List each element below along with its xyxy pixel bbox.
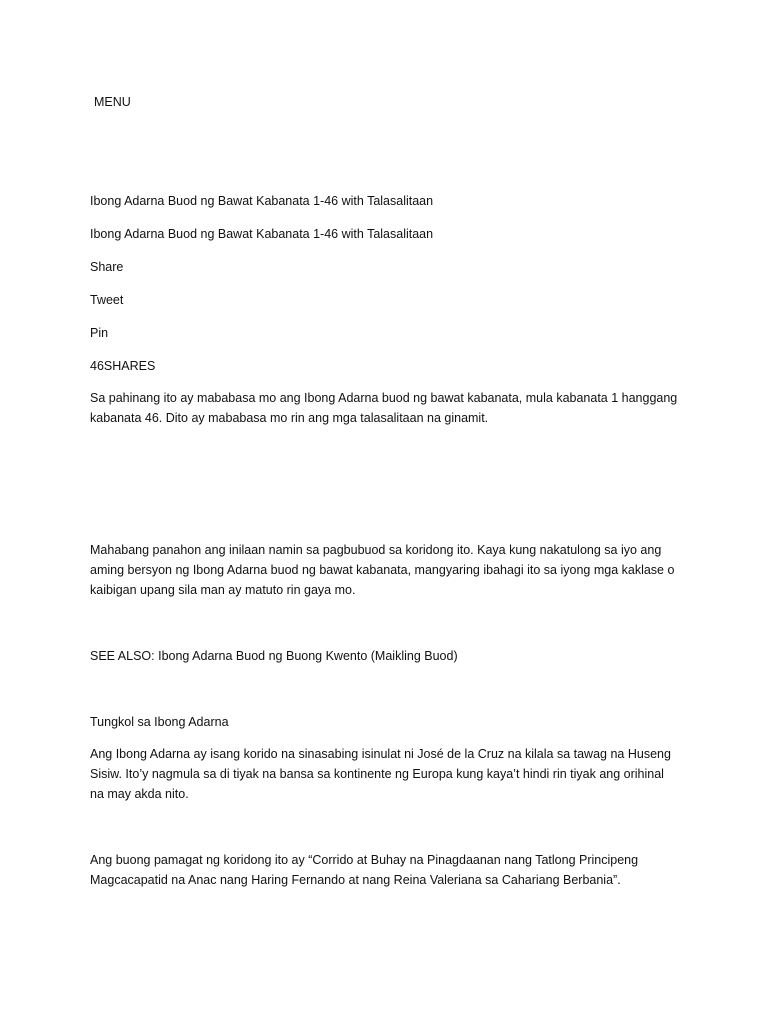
tweet-link[interactable]: Tweet — [90, 293, 124, 307]
paragraph-share-request: Mahabang panahon ang inilaan namin sa pagbubuod sa koridong ito. Kaya kung nakatulong sa iyo ang aming bersyon ng Ibong Adarna buod ng bawat kabanata, mangyaring ibahagi ito sa iyong mga kaklase o kaibigan upang sila man ay matuto rin gaya mo. — [90, 543, 675, 597]
menu-button[interactable]: MENU — [94, 95, 131, 109]
paragraph-full-title: Ang buong pamagat ng koridong ito ay “Corrido at Buhay na Pinagdaanan nang Tatlong Principeng Magcacapatid na Anac nang Haring Fernando at nang Reina Valeriana sa Cahariang Berbania”. — [90, 853, 639, 887]
see-also-link[interactable]: SEE ALSO: Ibong Adarna Buod ng Buong Kwento (Maikling Buod) — [90, 649, 458, 663]
share-link[interactable]: Share — [90, 260, 124, 274]
article-title: Ibong Adarna Buod ng Bawat Kabanata 1-46 with Talasalitaan — [90, 194, 434, 208]
shares-count: 46SHARES — [90, 359, 156, 373]
intro-paragraph: Sa pahinang ito ay mababasa mo ang Ibong Adarna buod ng bawat kabanata, mula kabanata 1 hanggang kabanata 46. Dito ay mababasa mo rin ang mga talasalitaan na ginamit. — [90, 391, 678, 425]
section-heading: Tungkol sa Ibong Adarna — [90, 715, 229, 729]
pin-link[interactable]: Pin — [90, 326, 109, 340]
paragraph-about: Ang Ibong Adarna ay isang korido na sinasabing isinulat ni José de la Cruz na kilala sa tawag na Huseng Sisiw. Ito’y nagmula sa di tiyak na bansa sa kontinente ng Europa kung kaya’t hindi rin tiyak ang orihinal na may akda nito. — [90, 747, 671, 801]
article-title-repeat: Ibong Adarna Buod ng Bawat Kabanata 1-46 with Talasalitaan — [90, 227, 434, 241]
